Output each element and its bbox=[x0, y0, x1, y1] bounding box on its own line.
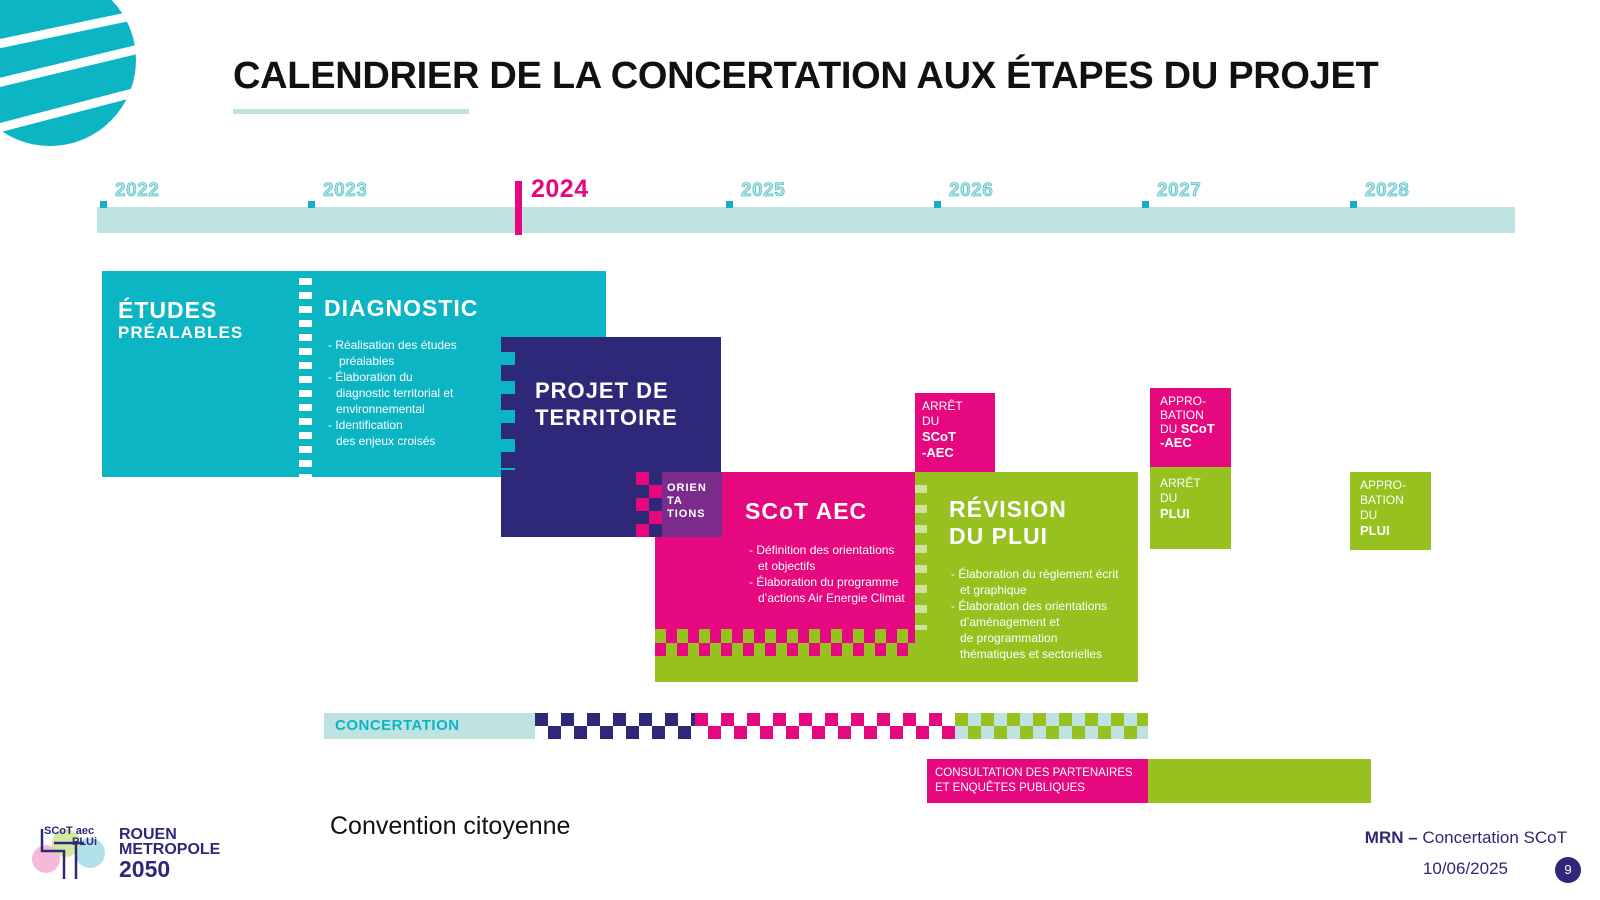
bullet: préalables bbox=[339, 354, 395, 368]
bullet: - Définition des orientations bbox=[749, 543, 895, 557]
concertation-label: CONCERTATION bbox=[335, 717, 460, 734]
revision-subtitle: DU PLUI bbox=[949, 523, 1048, 549]
concertation-checker-navy bbox=[535, 726, 695, 739]
projet-subtitle: TERRITOIRE bbox=[535, 405, 678, 430]
milestone-approbation-scot: APPRO- BATION DU SCoT -AEC bbox=[1150, 388, 1231, 467]
page-number: 9 bbox=[1555, 857, 1581, 883]
diagnostic-bullets bbox=[328, 337, 457, 449]
scot-bullets bbox=[749, 542, 905, 606]
bullet: des enjeux croisés bbox=[336, 434, 436, 448]
concertation-checker-pink bbox=[695, 726, 955, 739]
projet-checker bbox=[501, 352, 515, 470]
bullet: - Élaboration des orientations bbox=[951, 599, 1108, 613]
bullet: diagnostic territorial et bbox=[336, 386, 454, 400]
year-label: 2028 bbox=[1365, 180, 1410, 201]
year-label: 2022 bbox=[115, 180, 160, 201]
scot-checker bbox=[655, 629, 929, 643]
decorative-circle-icon bbox=[0, 0, 140, 150]
scot-title: SCoT AEC bbox=[745, 498, 868, 524]
bullet: - Élaboration du programme bbox=[749, 575, 899, 589]
revision-bullets bbox=[951, 566, 1118, 662]
bullet: d’actions Air Energie Climat bbox=[758, 591, 905, 605]
bullet: d’aménagement et bbox=[960, 615, 1060, 629]
bullet: - Identification bbox=[328, 418, 403, 432]
footer-date: 10/06/2025 bbox=[1422, 859, 1508, 878]
consultation-line2: ET ENQUÊTES PUBLIQUES bbox=[935, 782, 1085, 794]
projet-title: PROJET DE bbox=[535, 378, 669, 403]
current-year-marker bbox=[515, 181, 522, 235]
year-tick bbox=[934, 201, 941, 208]
consultation-line1: CONSULTATION DES PARTENAIRES bbox=[935, 767, 1133, 779]
etudes-title: ÉTUDES bbox=[118, 297, 218, 323]
scot-green-base bbox=[655, 656, 929, 682]
concertation-checker-green bbox=[955, 726, 1148, 739]
title-underline bbox=[233, 109, 469, 114]
phase-orientations-bg bbox=[636, 472, 722, 537]
etudes-subtitle: PRÉALABLES bbox=[118, 323, 244, 342]
scot-checker bbox=[655, 643, 929, 656]
orientations-label: ORIEN TA TIONS bbox=[667, 482, 707, 520]
bullet: - Élaboration du règlement écrit bbox=[951, 567, 1119, 581]
bullet: et graphique bbox=[960, 583, 1027, 597]
concertation-bar bbox=[324, 713, 535, 739]
year-label: 2026 bbox=[949, 180, 994, 201]
concertation-checker-navy bbox=[535, 713, 695, 726]
bullet: - Élaboration du bbox=[328, 370, 413, 384]
concertation-checker-green bbox=[955, 713, 1148, 726]
phase-etudes bbox=[102, 271, 299, 477]
year-label: 2023 bbox=[323, 180, 368, 201]
revision-checker bbox=[915, 485, 927, 630]
bullet: thématiques et sectorielles bbox=[960, 647, 1103, 661]
milestone-approbation-plui: APPRO- BATION DU PLUI bbox=[1350, 472, 1431, 550]
year-tick bbox=[1142, 201, 1149, 208]
diagnostic-title: DIAGNOSTIC bbox=[324, 295, 479, 321]
orientations-checker bbox=[636, 472, 662, 537]
consultation-box bbox=[927, 759, 1148, 803]
year-tick bbox=[726, 201, 733, 208]
phase-separator bbox=[299, 271, 312, 477]
current-year-label: 2024 bbox=[531, 175, 589, 203]
milestone-arret-scot: ARRÊT DU SCoT -AEC bbox=[915, 393, 995, 472]
concertation-checker-pink bbox=[695, 713, 955, 726]
logo-text: ROUEN METROPOLE 2050 bbox=[119, 826, 221, 882]
consultation-green-bar bbox=[1148, 759, 1371, 803]
bullet: - Réalisation des études bbox=[328, 338, 457, 352]
footer-project: MRN – Concertation SCoT bbox=[1364, 828, 1567, 847]
year-tick bbox=[100, 201, 107, 208]
year-tick bbox=[308, 201, 315, 208]
bullet: de programmation bbox=[960, 631, 1058, 645]
bullet: environnemental bbox=[336, 402, 425, 416]
milestone-arret-plui: ARRÊT DU PLUI bbox=[1150, 467, 1231, 549]
year-tick bbox=[1350, 201, 1357, 208]
year-label: 2027 bbox=[1157, 180, 1202, 201]
convention-label: Convention citoyenne bbox=[330, 812, 571, 840]
revision-title: RÉVISION bbox=[949, 496, 1067, 522]
page-title: CALENDRIER DE LA CONCERTATION AUX ÉTAPES DU PROJET bbox=[233, 55, 1379, 97]
logo-badge: SCoT aec PLUi bbox=[44, 825, 98, 848]
bullet: et objectifs bbox=[758, 559, 816, 573]
timeline-bar bbox=[97, 207, 1515, 233]
year-label: 2025 bbox=[741, 180, 786, 201]
phase-revision-plui bbox=[915, 472, 1138, 682]
